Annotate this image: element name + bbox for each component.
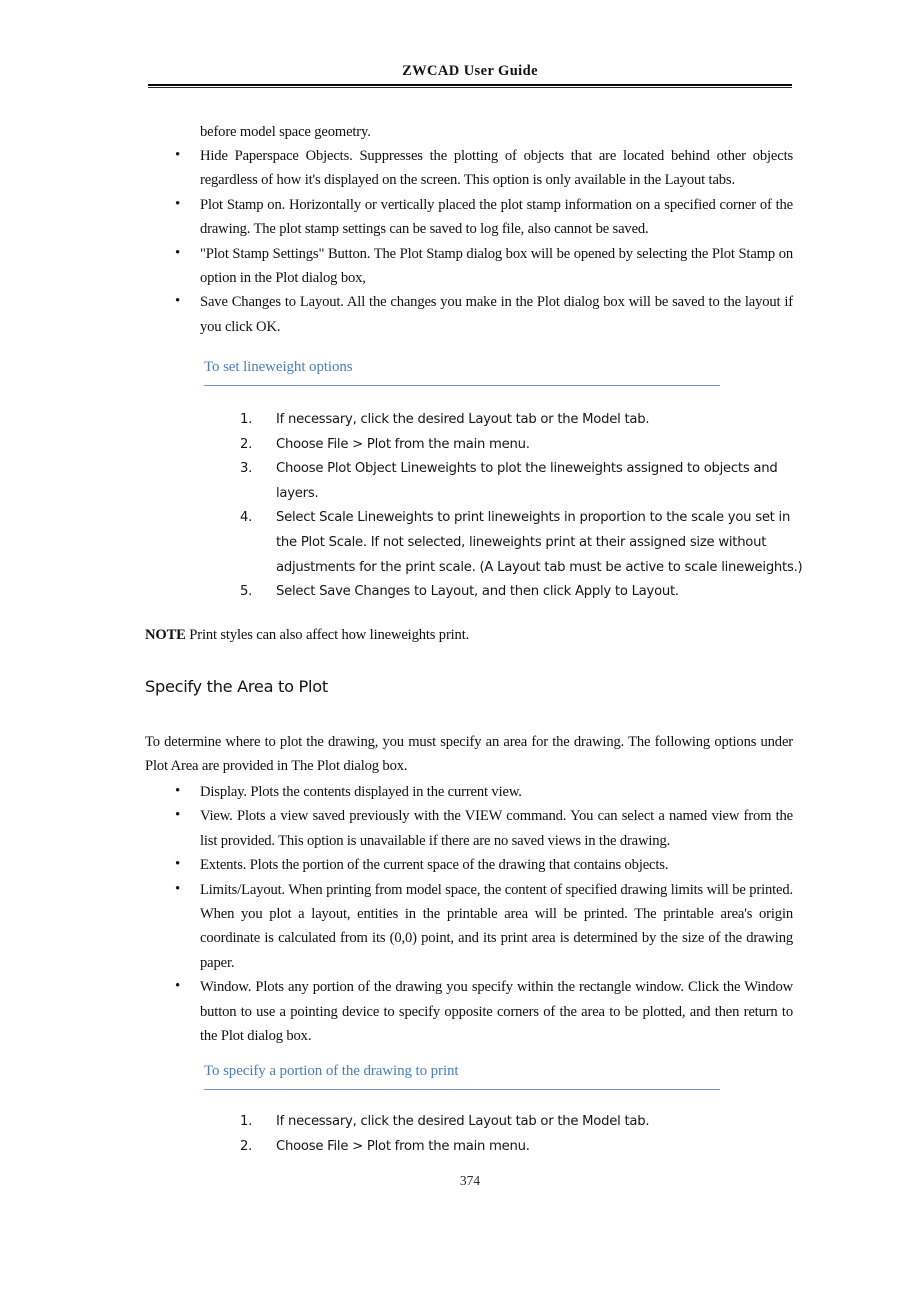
step-text: If necessary, click the desired Layout tab or the Model tab. bbox=[276, 412, 650, 427]
list-item bbox=[232, 408, 808, 433]
list-item bbox=[232, 506, 808, 580]
list-item: • Save Changes to Layout. All the changes you make in the Plot dialog box will be saved to the layout if you click OK. bbox=[145, 290, 793, 339]
section-heading: Specify the Area to Plot bbox=[145, 677, 328, 696]
list-item: • Display. Plots the contents displayed in the current view. bbox=[145, 780, 793, 804]
plot-area-bullet-list bbox=[145, 780, 793, 1048]
step-text: Choose File > Plot from the main menu. bbox=[276, 436, 530, 452]
plot-options-bullet-list bbox=[145, 144, 793, 339]
step-number: 1. bbox=[240, 412, 253, 427]
list-item bbox=[232, 1110, 808, 1135]
list-item bbox=[232, 433, 808, 458]
list-item bbox=[232, 580, 808, 605]
note-paragraph bbox=[145, 623, 793, 647]
list-item: • Extents. Plots the portion of the current space of the drawing that contains objects. bbox=[145, 853, 793, 877]
list-item: • Hide Paperspace Objects. Suppresses the plotting of objects that are located behind other objects regardless of how it's displayed on the screen. This option is only available in the Layout tabs. bbox=[145, 144, 793, 193]
section-intro-paragraph: To determine where to plot the drawing, you must specify an area for the drawing. The following options under Plot Area are provided in The Plot dialog box. bbox=[145, 734, 793, 775]
note-label: NOTE bbox=[145, 627, 186, 643]
procedure-heading-lineweight: To set lineweight options bbox=[204, 359, 353, 375]
running-header bbox=[148, 62, 792, 80]
procedure-steps-portion bbox=[232, 1110, 808, 1159]
step-text: Select Save Changes to Layout, and then click Apply to Layout. bbox=[276, 584, 679, 600]
step-number: 2. bbox=[240, 436, 253, 452]
header-title: ZWCAD User Guide bbox=[402, 63, 538, 79]
step-number: 1. bbox=[240, 1114, 253, 1129]
list-item bbox=[232, 1135, 808, 1160]
step-text: If necessary, click the desired Layout tab or the Model tab. bbox=[276, 1114, 650, 1129]
continuation-paragraph: before model space geometry. bbox=[200, 124, 371, 140]
step-text: Choose File > Plot from the main menu. bbox=[276, 1138, 530, 1154]
list-item: • Limits/Layout. When printing from model space, the content of specified drawing limits will be printed. When you plot a layout, entities in the printable area will be printed. The printable area's origin coordinate is calculated from its (0,0) point, and its print area is determined by the size of the drawing paper. bbox=[145, 878, 793, 976]
procedure-heading-portion: To specify a portion of the drawing to print bbox=[204, 1063, 459, 1079]
step-number: 5. bbox=[240, 584, 253, 600]
note-text: Print styles can also affect how lineweights print. bbox=[189, 627, 470, 643]
procedure-heading-rule bbox=[204, 385, 720, 386]
procedure-steps-lineweight bbox=[232, 408, 808, 605]
step-text: Select Scale Lineweights to print lineweights in proportion to the scale you set in the Plot Scale. If not selected, lineweights print at their assigned size without adjustments for the print scale. (A Layout tab must be active to scale lineweights.) bbox=[276, 510, 803, 575]
list-item: • "Plot Stamp Settings" Button. The Plot Stamp dialog box will be opened by selecting the Plot Stamp on option in the Plot dialog box, bbox=[145, 242, 793, 291]
page-number: 374 bbox=[459, 1173, 481, 1188]
header-rule bbox=[148, 84, 792, 88]
list-item bbox=[232, 457, 808, 506]
step-number: 2. bbox=[240, 1138, 253, 1154]
list-item: • View. Plots a view saved previously with the VIEW command. You can select a named view from the list provided. This option is unavailable if there are no saved views in the drawing. bbox=[145, 804, 793, 853]
step-text: Choose Plot Object Lineweights to plot the lineweights assigned to objects and layers. bbox=[276, 461, 778, 501]
step-number: 3. bbox=[240, 461, 253, 477]
list-item: • Plot Stamp on. Horizontally or vertically placed the plot stamp information on a specified corner of the drawing. The plot stamp settings can be saved to log file, also cannot be saved. bbox=[145, 193, 793, 242]
list-item: • Window. Plots any portion of the drawing you specify within the rectangle window. Click the Window button to use a pointing device to specify opposite corners of the area to be plotted, and then return to the Plot dialog box. bbox=[145, 975, 793, 1048]
step-number: 4. bbox=[240, 510, 253, 526]
procedure-heading-rule bbox=[204, 1089, 720, 1090]
